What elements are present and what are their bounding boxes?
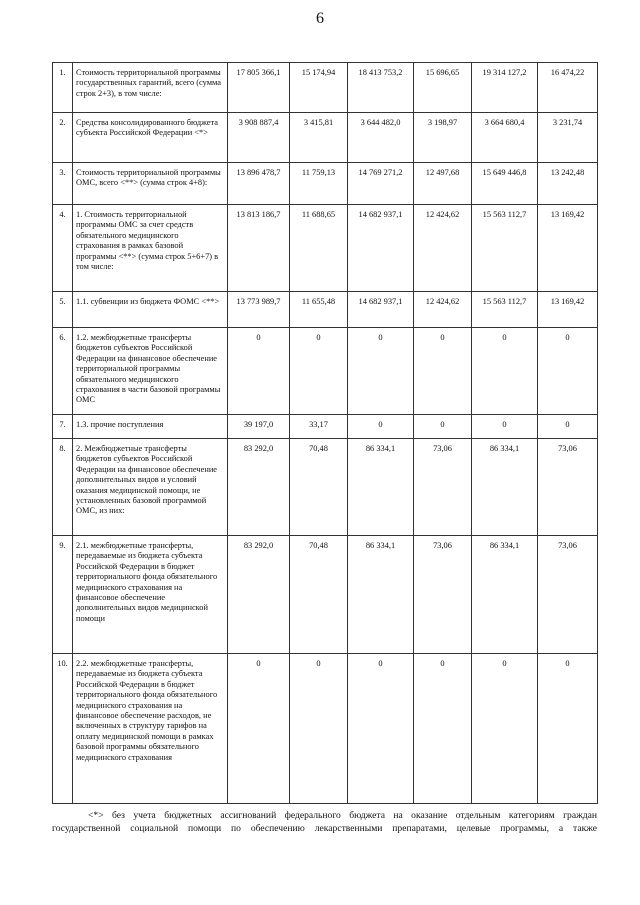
table-cell: 13 773 989,7 [228, 292, 290, 328]
table-cell: 73,06 [414, 439, 472, 536]
table-cell: 14 682 937,1 [348, 205, 414, 292]
table-cell: 12 424,62 [414, 292, 472, 328]
table-cell: 16 474,22 [538, 63, 598, 113]
table-cell: 0 [348, 328, 414, 415]
table-cell: 3 231,74 [538, 113, 598, 163]
row-description: Средства консолидированного бюджета субъекта Российской Федерации <*> [73, 113, 228, 163]
table-row [53, 439, 598, 536]
table-cell: 0 [290, 328, 348, 415]
table-cell: 86 334,1 [348, 439, 414, 536]
table-cell: 0 [414, 654, 472, 804]
footnote-line: государственной социальной помощи по обеспечению лекарственными препаратами, целевые программы, а также [52, 823, 597, 834]
table-cell: 0 [348, 654, 414, 804]
table-cell: 3 664 680,4 [472, 113, 538, 163]
row-number: 6. [53, 328, 73, 415]
row-number: 10. [53, 654, 73, 804]
table-cell: 13 169,42 [538, 205, 598, 292]
table-cell: 0 [414, 415, 472, 439]
table-cell: 86 334,1 [348, 536, 414, 654]
table-cell: 86 334,1 [472, 536, 538, 654]
table-cell: 0 [472, 328, 538, 415]
page-number: 6 [316, 10, 324, 27]
table-cell: 13 813 186,7 [228, 205, 290, 292]
table-cell: 12 424,62 [414, 205, 472, 292]
table-cell: 0 [348, 415, 414, 439]
row-description: 1.1. субвенции из бюджета ФОМС <**> [73, 292, 228, 328]
table-cell: 15 174,94 [290, 63, 348, 113]
table-cell: 19 314 127,2 [472, 63, 538, 113]
table-cell: 33,17 [290, 415, 348, 439]
budget-table [52, 62, 598, 804]
row-number: 4. [53, 205, 73, 292]
table-cell: 11 688,65 [290, 205, 348, 292]
row-number: 5. [53, 292, 73, 328]
row-description: 1.2. межбюджетные трансферты бюджетов субъектов Российской Федерации на финансовое обеспечение территориальной программы обязательного медицинского страхования в части базовой программы ОМС [73, 328, 228, 415]
row-description: 1.3. прочие поступления [73, 415, 228, 439]
table-cell: 11 655,48 [290, 292, 348, 328]
table-row [53, 163, 598, 205]
table-cell: 11 759,13 [290, 163, 348, 205]
row-number: 7. [53, 415, 73, 439]
table-cell: 0 [228, 654, 290, 804]
table-cell: 0 [538, 415, 598, 439]
table-cell: 73,06 [414, 536, 472, 654]
table-cell: 15 649 446,8 [472, 163, 538, 205]
footnote-line: <*> без учета бюджетных ассигнований федерального бюджета на оказание отдельным категориям граждан [88, 810, 597, 821]
row-number: 2. [53, 113, 73, 163]
table-cell: 0 [472, 415, 538, 439]
table-cell: 15 563 112,7 [472, 205, 538, 292]
row-number: 3. [53, 163, 73, 205]
table-cell: 17 805 366,1 [228, 63, 290, 113]
table-row [53, 63, 598, 113]
row-description: 1. Стоимость территориальной программы ОМС за счет средств обязательного медицинского страхования в рамках базовой программы <**> (сумма строк 5+6+7) в том числе: [73, 205, 228, 292]
table-cell: 70,48 [290, 439, 348, 536]
table-cell: 70,48 [290, 536, 348, 654]
table-cell: 3 415,81 [290, 113, 348, 163]
table-cell: 15 696,65 [414, 63, 472, 113]
table-cell: 0 [290, 654, 348, 804]
row-description: 2. Межбюджетные трансферты бюджетов субъектов Российской Федерации на финансовое обеспечение дополнительных видов и условий оказания медицинской помощи, не установленных базовой программой ОМС, из них: [73, 439, 228, 536]
table-row [53, 415, 598, 439]
table-cell: 13 169,42 [538, 292, 598, 328]
table-cell: 13 242,48 [538, 163, 598, 205]
table-row [53, 113, 598, 163]
table-cell: 0 [538, 654, 598, 804]
table-cell: 18 413 753,2 [348, 63, 414, 113]
table-cell: 14 682 937,1 [348, 292, 414, 328]
table-cell: 0 [538, 328, 598, 415]
table-cell: 83 292,0 [228, 439, 290, 536]
table-row [53, 654, 598, 804]
table-cell: 39 197,0 [228, 415, 290, 439]
row-number: 9. [53, 536, 73, 654]
row-description: 2.1. межбюджетные трансферты, передаваемые из бюджета субъекта Российской Федерации в бюджет территориального фонда обязательного медицинского страхования на финансовое обеспечение дополнительных видов медицинской помощи [73, 536, 228, 654]
table-row [53, 292, 598, 328]
table-cell: 73,06 [538, 439, 598, 536]
row-description: 2.2. межбюджетные трансферты, передаваемые из бюджета субъекта Российской Федерации в бюджет территориального фонда обязательного медицинского страхования на финансовое обеспечение расходов, не включенных в структуру тарифов на оплату медицинской помощи в рамках базовой программы обязательного медицинского страхования [73, 654, 228, 804]
row-number: 1. [53, 63, 73, 113]
row-description: Стоимость территориальной программы ОМС, всего <**> (сумма строк 4+8): [73, 163, 228, 205]
table-cell: 73,06 [538, 536, 598, 654]
table-row [53, 328, 598, 415]
table-cell: 3 908 887,4 [228, 113, 290, 163]
row-number: 8. [53, 439, 73, 536]
table-cell: 14 769 271,2 [348, 163, 414, 205]
table-cell: 0 [472, 654, 538, 804]
table-cell: 86 334,1 [472, 439, 538, 536]
table-cell: 12 497,68 [414, 163, 472, 205]
table-row [53, 536, 598, 654]
footnote [52, 809, 597, 835]
table-cell: 13 896 478,7 [228, 163, 290, 205]
table-cell: 83 292,0 [228, 536, 290, 654]
table-cell: 15 563 112,7 [472, 292, 538, 328]
table-cell: 3 198,97 [414, 113, 472, 163]
table-cell: 0 [414, 328, 472, 415]
table-cell: 3 644 482,0 [348, 113, 414, 163]
table-cell: 0 [228, 328, 290, 415]
row-description: Стоимость территориальной программы государственных гарантий, всего (сумма строк 2+3), в том числе: [73, 63, 228, 113]
table-row [53, 205, 598, 292]
